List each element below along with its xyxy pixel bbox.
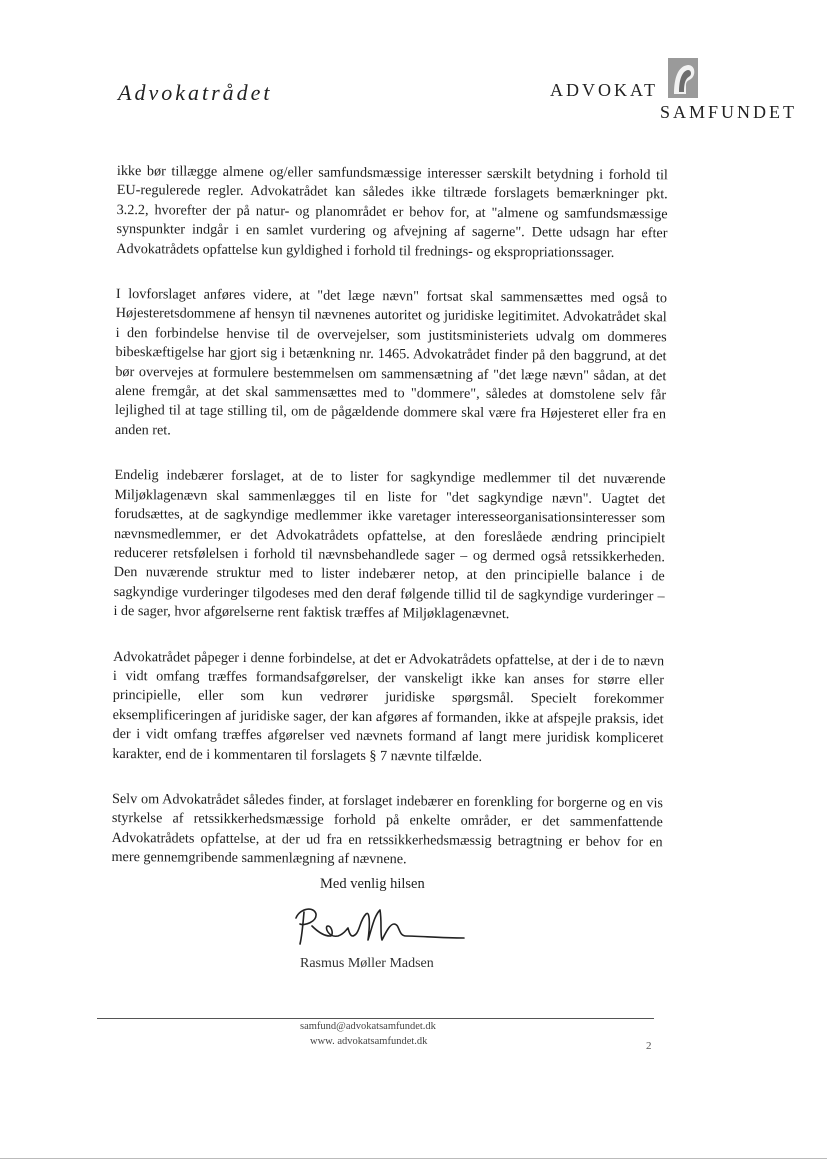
body-paragraph: Selv om Advokatrådet således finder, at forslaget indebærer en forenkling for borgerne og en vis styrkelse af retssikkerhedsmæssige forhold på enkelte områder, er det sammenfattende Advokatrådets opfattelse, at der ud fra en retssikkerhedsmæssig betragtning er behov for en mere gennemgribende sammenlægning af nævnene.	[111, 790, 664, 868]
logo-text-samfundet: SAMFUNDET	[660, 102, 798, 122]
closing-greeting: Med venlig hilsen	[320, 876, 425, 892]
advokatsamfundet-logo	[550, 56, 800, 126]
body-paragraph: Endelig indebærer forslaget, at de to lister for sagkyndige medlemmer til det nuværende Miljøklagenævn skal sammenlægges til en liste for "det sagkyndige nævn". Uagtet det forudsættes, at de sagkyndige medlemmer ikke varetager interesseorganisationsinteresser som nævnsmedlemmer, er det Advokatrådets opfattelse, at den foreslåede ændring principielt reducerer retsfølelsen i forhold til nævnsbehandlede sager – og dermed også retssikkerheden. Den nuværende struktur med to lister indebærer netop, at den principielle balance i de sagkyndige vurderinger tilgodeses med den deraf følgende tillid til de sagkyndige vurderinger – i de sager, hvor afgørelserne rent faktisk træffes af Miljøklagenævnet.	[113, 467, 666, 623]
footer-divider	[97, 1018, 654, 1019]
logo-text-advokat: ADVOKAT	[550, 80, 658, 100]
handwritten-signature	[290, 900, 470, 952]
footer-email: samfund@advokatsamfundet.dk	[300, 1021, 436, 1032]
signer-name: Rasmus Møller Madsen	[300, 956, 434, 971]
page-number: 2	[646, 1040, 652, 1052]
letter-body	[111, 162, 668, 898]
body-paragraph: ikke bør tillægge almene og/eller samfundsmæssige interesser særskilt betydning i forhold til EU-regulerede regler. Advokatrådet kan således ikke tiltræde forslagets bemærkninger pkt. 3.2.2, hvorefter der på natur- og planområdet er behov for, at "almene og samfundsmæssige synspunkter indgår i en samlet vurdering og afvejning af sagerne". Dette udsagn har efter Advokatrådets opfattelse kun gyldighed i forhold til frednings- og ekspropriationssager.	[116, 162, 668, 261]
body-paragraph: I lovforslaget anføres videre, at "det læge nævn" fortsat skal sammensættes med også to Højesteretsdommene af hensyn til nævnenes autoritet og juridiske legitimitet. Advokatrådet skal i den forbindelse henvise til de overvejelser, som justitsministeriets udvalg om dommeres bibeskæftigelse har gjort sig i betænkning nr. 1465. Advokatrådet finder på den baggrund, at det bør overvejes at formulere bestemmelsen om sammensætning af "det læge nævn" sådan, at det alene fremgår, at det skal sammensættes med to "dommere", således at domstolene selv får lejlighed til at tage stilling til, om de pågældende dommere skal være fra Højesteret eller fra en anden ret.	[114, 286, 668, 439]
scan-edge-line	[0, 1158, 827, 1159]
helmet-logo-icon	[662, 56, 702, 100]
footer-website: www. advokatsamfundet.dk	[310, 1036, 428, 1047]
letterhead-title: Advokatrådet	[118, 80, 273, 105]
body-paragraph: Advokatrådet påpeger i denne forbindelse, at det er Advokatrådets opfattelse, at der i de to nævn i vidt omfang træffes formandsafgørelser, der vanskeligt ikke kan anses for større eller principielle, eller som kun vedrører juridiske spørgsmål. Specielt forekommer eksemplificeringen af juridiske sager, der kan afgøres af formanden, ikke at afspejle praksis, idet der i vidt omfang træffes afgørelser ved nævnets formand af langt mere juridisk kompliceret karakter, end de i kommentaren til forslagets § 7 nævnte tilfælde.	[112, 648, 665, 765]
